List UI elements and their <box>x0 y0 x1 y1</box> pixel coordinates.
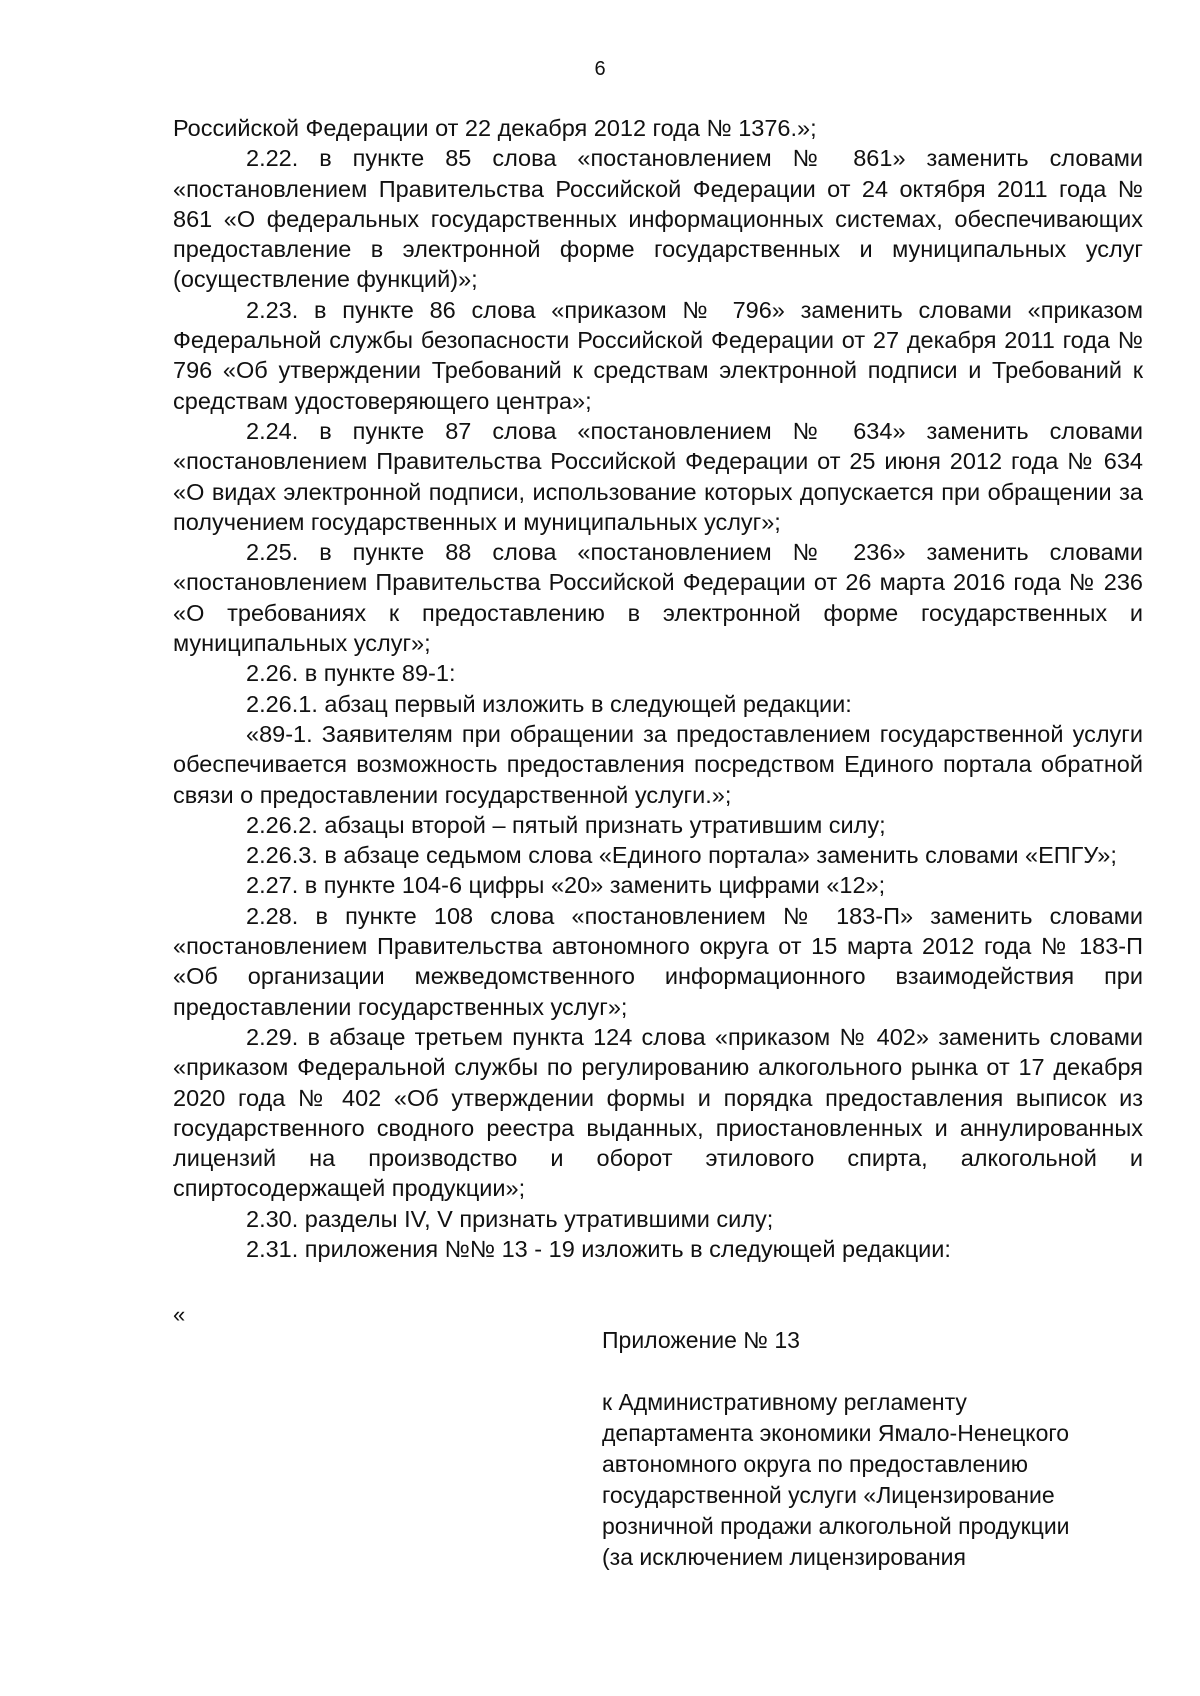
appendix-title: Приложение № 13 <box>602 1327 800 1353</box>
paragraph: 2.27. в пункте 104-6 цифры «20» заменить цифрами «12»; <box>246 872 886 899</box>
paragraph: 2.23. в пункте 86 слова «приказом № 796» заменить словами «приказом Федеральной службы безопасности Российской Федерации от 27 декабря 2011 года № 796 «Об утверждении Требований к средствам электронной подписи и Требований к средствам удостоверяющего центра»; <box>173 296 1143 414</box>
paragraph: 2.29. в абзаце третьем пункта 124 слова «приказом № 402» заменить словами «приказом Федеральной службы по регулированию алкогольного рынка от 17 декабря 2020 года № 402 «Об утверждении формы и порядка предоставления выписок из государственного сводного реестра выданных, приостановленных и аннулированных лицензий на производство и оборот этилового спирта, алкогольной и спиртосодержащей продукции»; <box>173 1023 1143 1202</box>
paragraph: 2.26. в пункте 89-1: <box>246 660 456 687</box>
appendix-line: автономного округа по предоставлению <box>602 1451 1029 1477</box>
appendix-line: к Административному регламенту <box>602 1389 967 1415</box>
paragraph: 2.30. разделы IV, V признать утратившими силу; <box>246 1205 774 1232</box>
paragraph: 2.26.3. в абзаце седьмом слова «Единого портала» заменить словами «ЕПГУ»; <box>246 842 1117 869</box>
paragraph: 2.24. в пункте 87 слова «постановлением № 634» заменить словами «постановлением Правительства Российской Федерации от 25 июня 2012 года № 634 «О видах электронной подписи, использование которых допускается при обращении за получением государственных и муниципальных услуг»; <box>173 417 1143 535</box>
appendix-header <box>602 1325 1142 1573</box>
opening-quote-mark: « <box>173 1302 186 1327</box>
appendix-line: государственной услуги «Лицензирование <box>602 1482 1055 1508</box>
paragraph: 2.25. в пункте 88 слова «постановлением № 236» заменить словами «постановлением Правительства Российской Федерации от 26 марта 2016 года № 236 «О требованиях к предоставлению в электронной форме государственных и муниципальных услуг»; <box>173 539 1143 657</box>
page-number: 6 <box>594 58 606 80</box>
paragraph: 2.26.2. абзацы второй – пятый признать утратившим силу; <box>246 811 886 838</box>
paragraph: 2.26.1. абзац первый изложить в следующей редакции: <box>246 690 852 717</box>
paragraph: 2.22. в пункте 85 слова «постановлением № 861» заменить словами «постановлением Правительства Российской Федерации от 24 октября 2011 года № 861 «О федеральных государственных информационных системах, обеспечивающих предоставление в электронной форме государственных и муниципальных услуг (осуществление функций)»; <box>173 145 1143 293</box>
paragraph: 2.28. в пункте 108 слова «постановлением № 183-П» заменить словами «постановлением Правительства автономного округа от 15 марта 2012 года № 183-П «Об организации межведомственного информационного взаимодействия при предоставлении государственных услуг»; <box>173 902 1143 1020</box>
appendix-line: департамента экономики Ямало-Ненецкого <box>602 1420 1070 1446</box>
paragraph: «89-1. Заявителям при обращении за предоставлением государственной услуги обеспечивается возможность предоставления посредством Единого портала обратной связи о предоставлении государственной услуги.»; <box>173 720 1143 808</box>
paragraph: 2.31. приложения №№ 13 - 19 изложить в следующей редакции: <box>246 1235 951 1262</box>
appendix-line: (за исключением лицензирования <box>602 1544 966 1570</box>
appendix-subtitle <box>602 1387 1142 1573</box>
paragraph: Российской Федерации от 22 декабря 2012 года № 1376.»; <box>173 115 817 141</box>
appendix-line: розничной продажи алкогольной продукции <box>602 1513 1070 1539</box>
document-body <box>173 113 1143 1264</box>
